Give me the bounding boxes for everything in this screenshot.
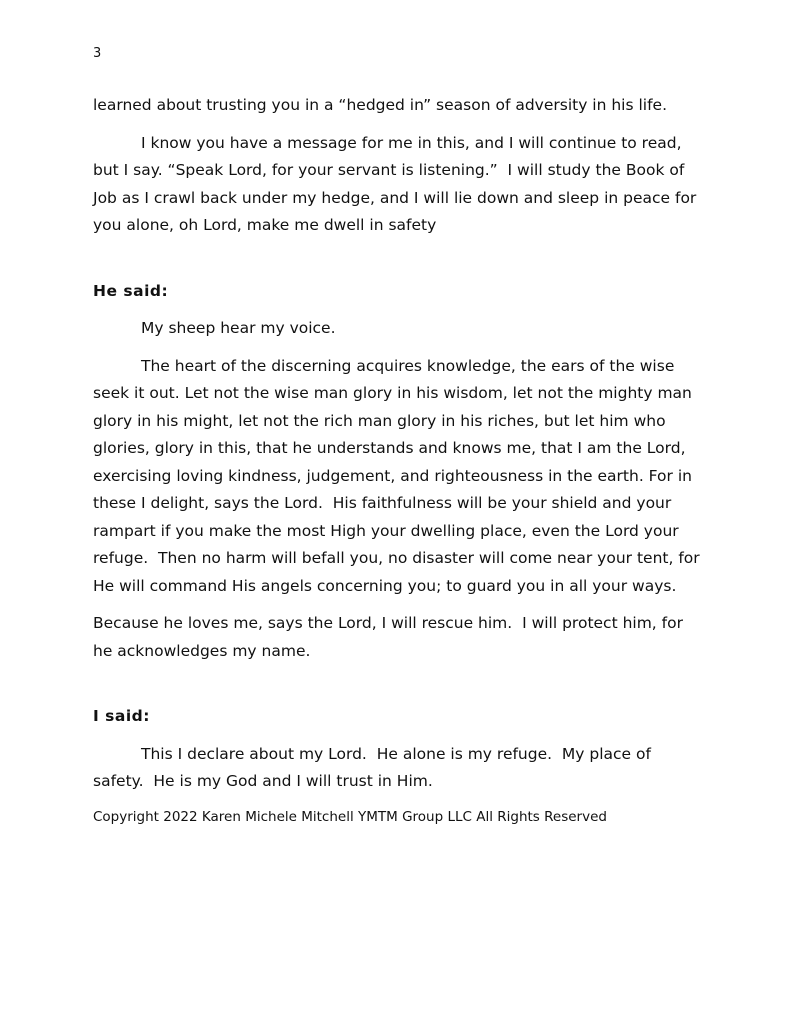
paragraph-because: Because he loves me, says the Lord, I will rescue him. I will protect him, for he acknowledges my name.: [93, 614, 688, 660]
paragraph-message: I know you have a message for me in this, and I will continue to read, but I say. “Speak Lord, for your servant is listening.” I will study the Book of Job as I crawl back under my hedge, and I will lie down and sleep in peace for you alone, oh Lord, make me dwell in safety: [93, 133, 702, 234]
heading-i-said: I said:: [93, 707, 150, 725]
heading-he-said: He said:: [93, 281, 169, 300]
page-number: 3: [93, 46, 102, 61]
copyright-notice: Copyright 2022 Karen Michele Mitchell YMTM Group LLC All Rights Reserved: [93, 808, 607, 825]
paragraph-heart: The heart of the discerning acquires knowledge, the ears of the wise seek it out. Let not the wise man glory in his wisdom, let not the mighty man glory in his might, let not the rich man glory in his riches, but let him who glories, glory in this, that he understands and knows me, that I am the Lord, exercising loving kindness, judgement, and righteousness in the earth. For in these I delight, says the Lord. His faithfulness will be your shield and your rampart if you make the most High your dwelling place, even the Lord your refuge. Then no harm will befall you, no disaster will come near your tent, for He will command His angels concerning you; to guard you in all your ways.: [93, 356, 705, 595]
paragraph-continuation: learned about trusting you in a “hedged in” season of adversity in his life.: [93, 96, 668, 114]
paragraph-sheep: My sheep hear my voice.: [141, 319, 336, 337]
document-content: [93, 92, 705, 828]
paragraph-declare: This I declare about my Lord. He alone is my refuge. My place of safety. He is my God and I will trust in Him.: [93, 744, 656, 790]
